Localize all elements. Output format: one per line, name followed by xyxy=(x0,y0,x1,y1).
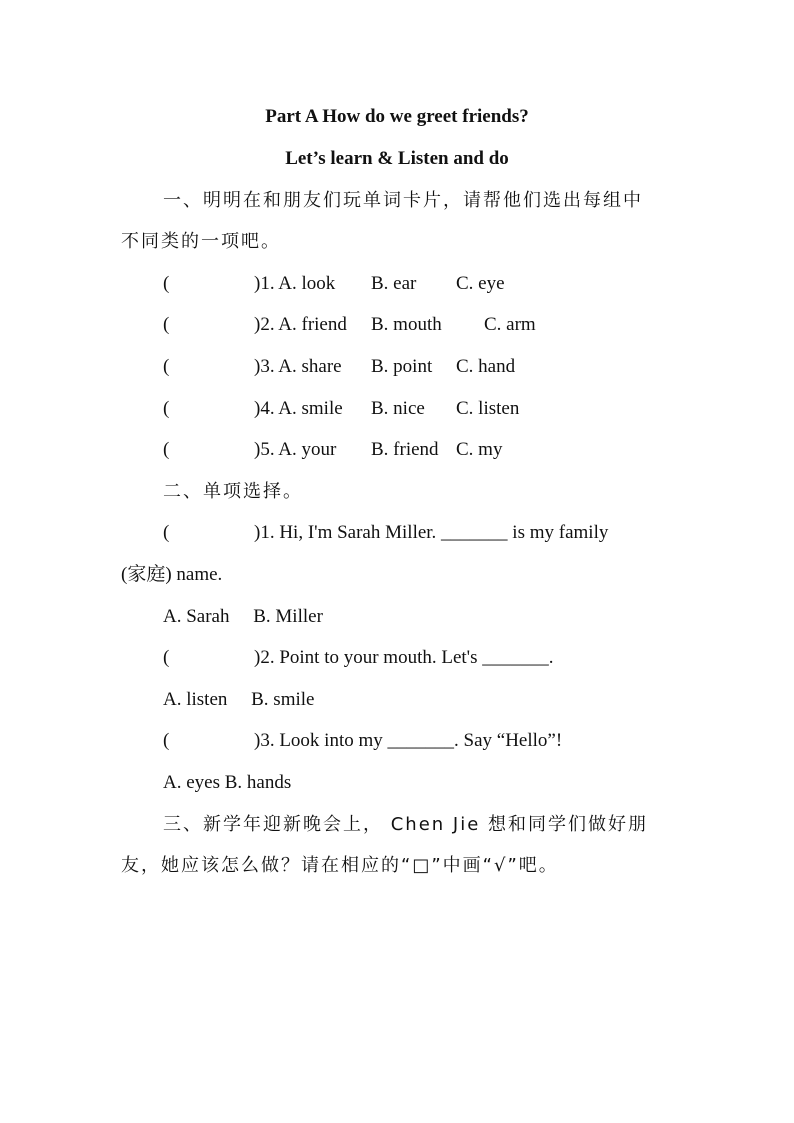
answer-blank[interactable]: ( xyxy=(163,647,170,668)
question-stem-cont: (家庭) name. xyxy=(121,564,223,585)
option-c: C. listen xyxy=(456,398,520,419)
option-c: C. eye xyxy=(456,273,505,294)
answer-blank[interactable]: ( xyxy=(163,314,170,335)
page-subtitle: Let’s learn & Listen and do xyxy=(285,148,509,169)
question-stem: )2. A. friend xyxy=(254,314,347,335)
question-stem: )3. Look into my _______. Say “Hello”! xyxy=(254,730,563,751)
option-b: B. point xyxy=(371,356,433,377)
option-b: B. mouth xyxy=(371,314,442,335)
section1-instruction: 一、明明在和朋友们玩单词卡片，请帮他们选出每组中 xyxy=(163,190,643,211)
question-stem: )2. Point to your mouth. Let's _______. xyxy=(254,647,554,668)
option-b: B. ear xyxy=(371,273,417,294)
question-stem: )1. Hi, I'm Sarah Miller. _______ is my family xyxy=(254,522,609,543)
question-stem: )3. A. share xyxy=(254,356,342,377)
section2-instruction: 二、单项选择。 xyxy=(163,481,303,502)
question-options: A. Sarah B. Miller xyxy=(163,606,323,627)
section3-instruction-cont: 友，她应该怎么做？请在相应的“□”中画“√”吧。 xyxy=(121,855,559,876)
section1-instruction-cont: 不同类的一项吧。 xyxy=(121,231,281,252)
question-options: A. eyes B. hands xyxy=(163,772,292,793)
option-c: C. my xyxy=(456,439,503,460)
answer-blank[interactable]: ( xyxy=(163,398,170,419)
section3-instruction: 三、新学年迎新晚会上， Chen Jie 想和同学们做好朋 xyxy=(163,814,649,835)
page-title: Part A How do we greet friends? xyxy=(265,106,529,127)
question-stem: )1. A. look xyxy=(254,273,336,294)
question-stem: )5. A. your xyxy=(254,439,337,460)
option-b: B. nice xyxy=(371,398,425,419)
question-stem: )4. A. smile xyxy=(254,398,343,419)
option-b: B. friend xyxy=(371,439,439,460)
answer-blank[interactable]: ( xyxy=(163,730,170,751)
answer-blank[interactable]: ( xyxy=(163,439,170,460)
question-options: A. listen B. smile xyxy=(163,689,315,710)
option-c: C. hand xyxy=(456,356,516,377)
answer-blank[interactable]: ( xyxy=(163,356,170,377)
option-c: C. arm xyxy=(484,314,536,335)
answer-blank[interactable]: ( xyxy=(163,522,170,543)
answer-blank[interactable]: ( xyxy=(163,273,170,294)
